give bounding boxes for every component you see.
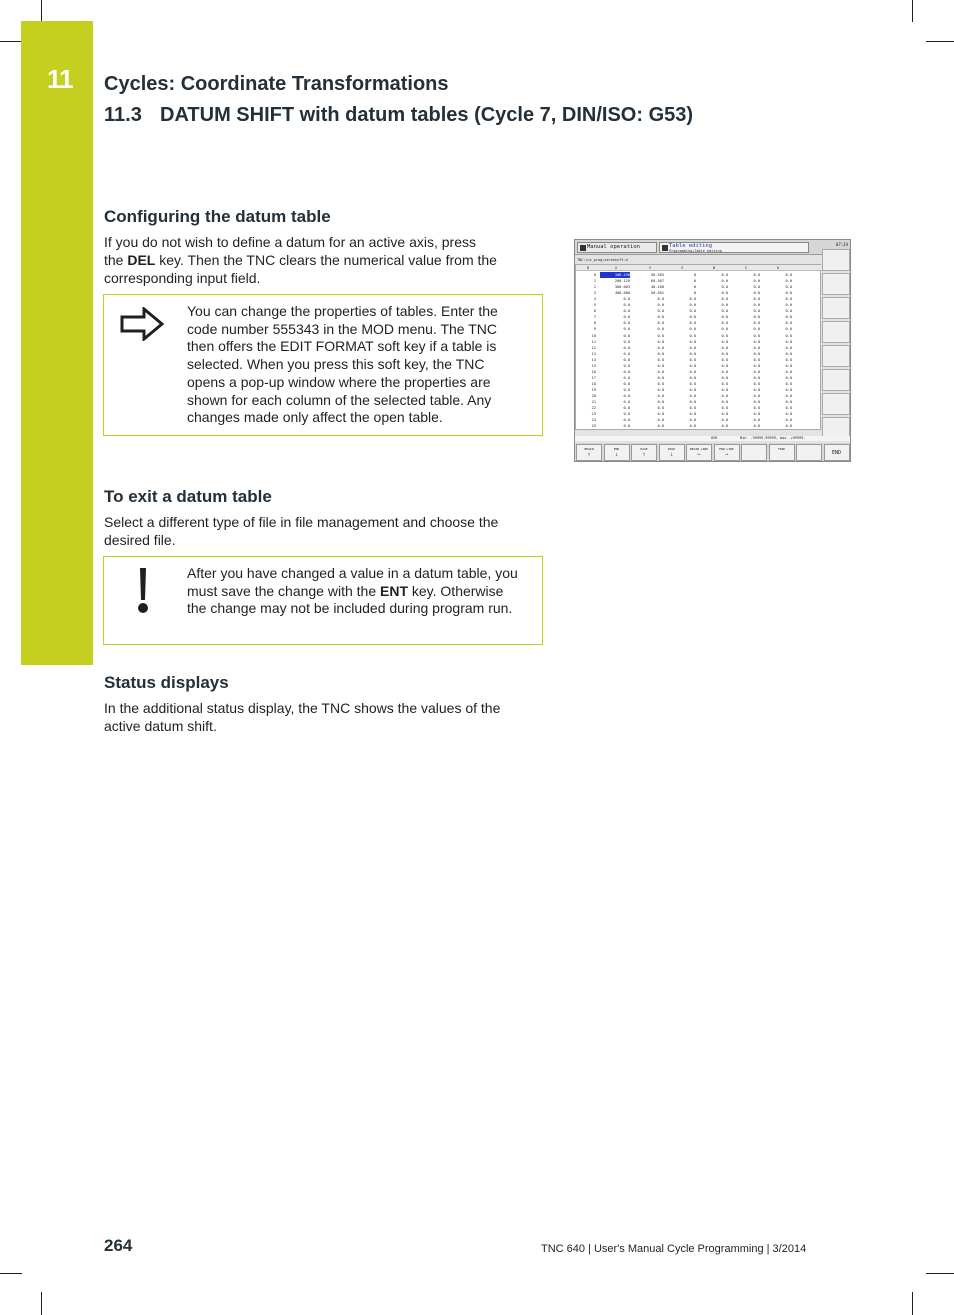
table-cell: 0.0 [721, 279, 728, 284]
text-line: active datum shift. [104, 718, 217, 734]
column-header: X [615, 266, 618, 270]
table-cell: 0.0 [623, 394, 630, 398]
table-cell: 0 [593, 273, 596, 277]
text-line [104, 251, 534, 269]
table-cell: 19 [591, 387, 596, 392]
table-cell: 0.0 [689, 412, 696, 417]
table-cell: 0.0 [689, 357, 696, 362]
text-line: code number 555343 in the MOD menu. The TNC [187, 320, 497, 337]
text-fragment: key. Otherwise [408, 582, 504, 599]
table-cell: 7 [593, 315, 596, 320]
table-cell: 0.0 [753, 279, 760, 284]
column-header: Z [681, 266, 684, 270]
table-cell: 0.0 [623, 387, 630, 392]
text-fragment: must save the change with the [187, 582, 380, 599]
table-cell: 0.0 [721, 315, 728, 320]
heading-status: Status displays [104, 673, 229, 692]
table-cell: 0.0 [623, 418, 630, 423]
side-softkey[interactable] [822, 321, 850, 343]
softkey[interactable] [741, 444, 767, 461]
table-cell: 0.0 [785, 357, 792, 362]
table-cell: 6 [593, 309, 596, 314]
horizontal-softkeys [575, 443, 851, 462]
softkey[interactable]: END LINE → [714, 444, 740, 461]
table-cell: 0.0 [721, 424, 728, 429]
table-cell: 0.0 [721, 375, 728, 380]
table-cell: 16 [591, 369, 596, 374]
table-cell: 0.0 [721, 321, 728, 326]
side-softkey[interactable] [822, 369, 850, 391]
key-del: DEL [127, 252, 156, 268]
table-cell: 0.0 [657, 327, 664, 332]
table-cell: 0.0 [753, 339, 760, 344]
table-cell: 0.0 [623, 375, 630, 380]
table-cell: 0.0 [657, 369, 664, 374]
vertical-softkeys [822, 249, 851, 439]
table-cell: 0.0 [623, 297, 630, 302]
text-line [187, 583, 532, 601]
table-cell: 0.0 [721, 387, 728, 392]
table-cell: 20 [591, 394, 596, 398]
arrow-icon: → [724, 451, 729, 458]
table-cell: 13 [591, 351, 596, 356]
softkey[interactable]: END ↓ [604, 444, 630, 461]
table-cell: 0.0 [623, 303, 630, 308]
table-cell: 0 [693, 279, 696, 284]
clock: 07:34 [835, 242, 848, 247]
table-cell: 0.0 [657, 309, 664, 314]
column-header: B [713, 266, 716, 270]
softkey[interactable] [796, 444, 822, 461]
table-cell: 0.0 [623, 424, 630, 429]
table-cell: 0.0 [785, 339, 792, 344]
table-cell: 0.0 [623, 381, 630, 386]
table-cell: 15 [591, 363, 596, 368]
table-cell: 0.0 [721, 357, 728, 362]
datum-table [575, 264, 821, 430]
table-cell: 8 [593, 321, 596, 326]
note-text [187, 303, 532, 427]
table-cell: 0.0 [689, 406, 696, 411]
text-line: opens a pop-up window where the properties are [187, 373, 491, 390]
table-cell: 0.0 [689, 345, 696, 350]
table-cell: 0.0 [721, 303, 728, 308]
softkey[interactable]: BEGIN LINE ← [686, 444, 712, 461]
table-cell: 0.0 [721, 418, 728, 423]
crop-mark [912, 1292, 913, 1315]
table-cell: 0.0 [689, 424, 696, 429]
table-cell: 200.129 [614, 279, 630, 284]
table-cell: 0.0 [753, 321, 760, 326]
softkey[interactable]: END [824, 444, 850, 461]
text-line: Select a different type of file in file management and choose the [104, 514, 499, 530]
text-line: desired file. [104, 532, 176, 548]
exclamation-icon [136, 568, 150, 614]
arrow-icon: ↓ [614, 451, 619, 458]
table-cell: 0.0 [657, 387, 664, 392]
warning-text [187, 565, 532, 618]
table-cell: 0.0 [623, 400, 630, 405]
tnc-screenshot [574, 239, 851, 462]
mode-manual [577, 242, 657, 253]
table-cell: 0.0 [753, 309, 760, 314]
table-cell: 0.0 [753, 357, 760, 362]
chapter-number: 11 [47, 64, 73, 94]
arrow-icon: ↑ [642, 451, 646, 458]
section-title-text: DATUM SHIFT with datum tables (Cycle 7, DIN/ISO: G53) [160, 104, 694, 126]
table-cell: 0.0 [785, 387, 792, 392]
table-cell: 0.0 [721, 363, 728, 368]
key-ent: ENT [380, 582, 408, 599]
table-cell: 0.0 [689, 375, 696, 380]
table-cell: 0.0 [753, 412, 760, 417]
section-number: 11.3 [104, 104, 142, 126]
table-cell: 23 [591, 412, 596, 417]
table-cell: 0.0 [689, 351, 696, 356]
side-softkey[interactable] [822, 393, 850, 415]
table-cell: 0.0 [657, 418, 664, 423]
column-header: D [587, 266, 590, 270]
table-cell: 9 [593, 327, 596, 332]
table-cell: 0.0 [753, 363, 760, 368]
table-cell: 0.0 [689, 394, 696, 398]
table-cell: 0.0 [623, 333, 630, 338]
table-cell: 0.0 [689, 418, 696, 423]
table-cell: 0.0 [721, 285, 728, 290]
table-cell: 0.0 [753, 406, 760, 411]
edit-icon [662, 245, 668, 251]
table-cell: 0.0 [721, 273, 728, 277]
table-cell: 0.0 [721, 327, 728, 332]
table-cell: 0.0 [657, 351, 664, 356]
table-cell: 0.0 [689, 387, 696, 392]
table-cell: 0.0 [753, 381, 760, 386]
table-cell: 0.0 [753, 424, 760, 429]
table-cell: 50.583 [651, 273, 664, 277]
table-cell: 0.0 [785, 333, 792, 338]
text-line: the change may not be included during program run. [187, 600, 513, 617]
table-cell: 0.0 [657, 406, 664, 411]
table-cell: 0.0 [721, 369, 728, 374]
table-cell: 14 [591, 357, 596, 362]
status-range: Min. -99999.99999, max. +99999. [740, 436, 806, 440]
table-cell: 24 [591, 418, 596, 423]
table-cell: 0.0 [623, 345, 630, 350]
side-softkey[interactable] [822, 249, 850, 271]
text-line: selected. When you press this soft key, the TNC [187, 356, 485, 373]
column-header: Y [649, 266, 652, 270]
table-cell: 0.0 [623, 357, 630, 362]
paragraph-exit [104, 513, 534, 549]
heading-configuring: Configuring the datum table [104, 207, 331, 226]
table-cell: 0.0 [623, 412, 630, 417]
chapter-sidebar [21, 21, 93, 665]
table-row[interactable] [576, 423, 820, 429]
hand-icon [580, 245, 586, 251]
table-cell: 0.0 [753, 351, 760, 356]
table-cell: 0.0 [721, 345, 728, 350]
side-softkey[interactable] [822, 297, 850, 319]
softkey[interactable]: BEGIN ↑ [576, 444, 602, 461]
text-line: If you do not wish to define a datum for an active axis, press [104, 234, 476, 250]
text-line: You can change the properties of tables. Enter the [187, 303, 498, 319]
table-cell: 5 [593, 303, 596, 308]
table-cell: 0.0 [657, 381, 664, 386]
table-cell: 0.0 [753, 315, 760, 320]
footer-text: TNC 640 | User's Manual Cycle Programming | 3/2014 [541, 1243, 807, 1255]
table-cell: 0.0 [785, 400, 792, 405]
table-cell: 0.0 [689, 297, 696, 302]
text-line: changes made only affect the open table. [187, 409, 443, 426]
table-cell: 0.0 [657, 375, 664, 380]
column-header: U [777, 266, 780, 270]
table-cell: 0.0 [689, 339, 696, 344]
table-cell: 0.0 [785, 303, 792, 308]
table-cell: 0.0 [753, 303, 760, 308]
table-cell: 0.0 [753, 345, 760, 350]
table-cell: 0.0 [721, 333, 728, 338]
table-cell: 0.0 [689, 321, 696, 326]
arrow-icon: ↑ [587, 451, 591, 458]
table-cell: 0.0 [689, 327, 696, 332]
table-cell: 0.0 [785, 309, 792, 314]
softkey[interactable]: FIND [769, 444, 795, 461]
table-cell: 0.0 [657, 315, 664, 320]
table-cell: 0.0 [785, 279, 792, 284]
arrow-icon: ↓ [669, 451, 674, 458]
table-cell: 0.0 [689, 369, 696, 374]
text-line: then offers the EDIT FORMAT soft key if a table is [187, 338, 497, 355]
table-cell: 400.080 [614, 291, 630, 296]
arrow-icon: ← [697, 451, 701, 458]
table-cell: 0.0 [721, 339, 728, 344]
arrow-right-icon [120, 307, 164, 341]
table-cell: 0.0 [689, 309, 696, 314]
table-cell: 0 [693, 273, 696, 277]
table-cell: 0.0 [785, 345, 792, 350]
text-fragment: the [104, 252, 128, 268]
text-line: After you have changed a value in a datum table, you [187, 565, 518, 581]
table-cell: 0.0 [657, 424, 664, 429]
column-header: C [745, 266, 748, 270]
table-cell: 0.0 [623, 363, 630, 368]
softkey[interactable]: PAGE ↑ [631, 444, 657, 461]
table-cell: 0.0 [689, 363, 696, 368]
table-cell: 0.0 [753, 387, 760, 392]
table-cell: 40.100 [651, 285, 664, 290]
side-softkey[interactable] [822, 345, 850, 367]
table-cell: 0.0 [657, 345, 664, 350]
table-cell: 0.0 [623, 327, 630, 332]
table-cell: 0.0 [623, 315, 630, 320]
table-cell: 0.0 [623, 351, 630, 356]
table-cell: 0.0 [689, 400, 696, 405]
table-cell: 0.0 [689, 315, 696, 320]
screen-header [575, 240, 851, 255]
table-cell: 0.0 [785, 321, 792, 326]
table-cell: 0.0 [785, 363, 792, 368]
table-cell: 0.0 [753, 327, 760, 332]
warning-box [103, 556, 543, 645]
table-cell: 0.0 [657, 394, 664, 398]
table-cell: 0.0 [785, 394, 792, 398]
table-cell: 0.0 [721, 412, 728, 417]
table-cell: 0.0 [753, 297, 760, 302]
table-cell: 0.0 [657, 297, 664, 302]
mode-label: Manual operation [587, 244, 640, 250]
table-cell: 0.0 [753, 418, 760, 423]
table-cell: 0.0 [657, 333, 664, 338]
table-cell: 22 [591, 406, 596, 411]
table-cell: 0 [693, 291, 696, 296]
mode-label: Table editing [669, 243, 713, 249]
side-softkey[interactable] [822, 273, 850, 295]
table-cell: 0.0 [753, 273, 760, 277]
text-line: corresponding input field. [104, 270, 261, 286]
table-cell: 0.0 [657, 400, 664, 405]
table-cell: 0.0 [623, 369, 630, 374]
table-cell: 4 [593, 297, 596, 302]
table-cell: 0.0 [721, 309, 728, 314]
table-cell: 17 [591, 375, 596, 380]
table-cell: 0.0 [785, 351, 792, 356]
table-cell: 0.0 [721, 400, 728, 405]
table-cell: 0 [693, 285, 696, 290]
crop-mark [912, 0, 913, 22]
heading-exit: To exit a datum table [104, 487, 272, 506]
table-cell: 0.0 [623, 339, 630, 344]
page-number: 264 [104, 1236, 133, 1255]
section-title [104, 104, 693, 127]
text-fragment: key. Then the TNC clears the numerical value from the [155, 252, 497, 268]
table-cell: 0.0 [753, 394, 760, 398]
table-cell: 0.0 [785, 291, 792, 296]
table-cell: 0.0 [785, 381, 792, 386]
table-cell: 12 [591, 345, 596, 350]
paragraph-configuring [104, 233, 534, 287]
table-cell: 10 [591, 333, 596, 338]
table-cell: 11 [591, 339, 596, 344]
file-path: TNC:\nc_prog\zeroshift.d [577, 258, 628, 262]
table-cell: 0.0 [785, 412, 792, 417]
crop-mark [0, 1273, 22, 1274]
mode-sublabel: Programming+Table editing [669, 249, 722, 253]
table-cell: 0.0 [785, 297, 792, 302]
table-cell: 0.0 [753, 369, 760, 374]
note-box [103, 294, 543, 436]
table-cell: 0.0 [721, 291, 728, 296]
status-bar [575, 436, 851, 441]
table-cell: 0.0 [721, 297, 728, 302]
crop-mark [926, 41, 954, 42]
table-cell: 0.0 [721, 351, 728, 356]
chapter-title: Cycles: Coordinate Transformations [104, 73, 449, 95]
table-cell: 0.0 [657, 321, 664, 326]
crop-mark [41, 0, 42, 22]
table-cell: 0.0 [753, 333, 760, 338]
status-mode: OVR [711, 436, 718, 440]
table-cell: 0.0 [785, 418, 792, 423]
table-cell: 18 [591, 381, 596, 386]
table-cell: 0.0 [785, 285, 792, 290]
table-cell: 100.236 [614, 273, 630, 277]
table-cell: 0.0 [721, 394, 728, 398]
table-cell: 0.0 [689, 333, 696, 338]
mode-table-editing [659, 242, 809, 253]
text-line: In the additional status display, the TNC shows the values of the [104, 700, 501, 716]
table-cell: 0.0 [753, 375, 760, 380]
table-cell: 0.0 [785, 369, 792, 374]
table-cell: 0.0 [657, 339, 664, 344]
table-cell: 0.0 [753, 291, 760, 296]
table-cell: 3 [593, 291, 596, 296]
table-cell: 1 [593, 279, 596, 284]
table-cell: 0.0 [657, 357, 664, 362]
table-cell: 50.501 [651, 291, 664, 296]
table-cell: 2 [593, 285, 596, 290]
table-header [576, 265, 822, 271]
crop-mark [0, 41, 22, 42]
table-cell: 300.003 [614, 285, 630, 290]
table-cell: 0.0 [657, 412, 664, 417]
softkey[interactable]: PAGE ↓ [659, 444, 685, 461]
table-cell: 0.0 [785, 315, 792, 320]
table-cell: 0.0 [721, 406, 728, 411]
crop-mark [926, 1273, 954, 1274]
table-cell: 0.0 [753, 285, 760, 290]
table-cell: 0.0 [785, 406, 792, 411]
table-cell: 0.0 [623, 321, 630, 326]
crop-mark [41, 1292, 42, 1315]
table-cell: 0.0 [785, 375, 792, 380]
table-cell: 0.0 [689, 303, 696, 308]
table-cell: 0.0 [785, 424, 792, 429]
table-cell: 0.0 [689, 381, 696, 386]
table-cell: 21 [591, 400, 596, 405]
table-cell: 0.0 [753, 400, 760, 405]
table-cell: 0.0 [721, 381, 728, 386]
table-cell: 0.0 [657, 363, 664, 368]
table-cell: 60.507 [651, 279, 664, 284]
table-cell: 0.0 [623, 406, 630, 411]
table-cell: 0.0 [785, 273, 792, 277]
table-cell: 0.0 [657, 303, 664, 308]
text-line: shown for each column of the selected table. Any [187, 391, 492, 408]
table-cell: 0.0 [785, 327, 792, 332]
table-cell: 25 [591, 424, 596, 429]
paragraph-status [104, 699, 534, 735]
table-cell: 0.0 [623, 309, 630, 314]
